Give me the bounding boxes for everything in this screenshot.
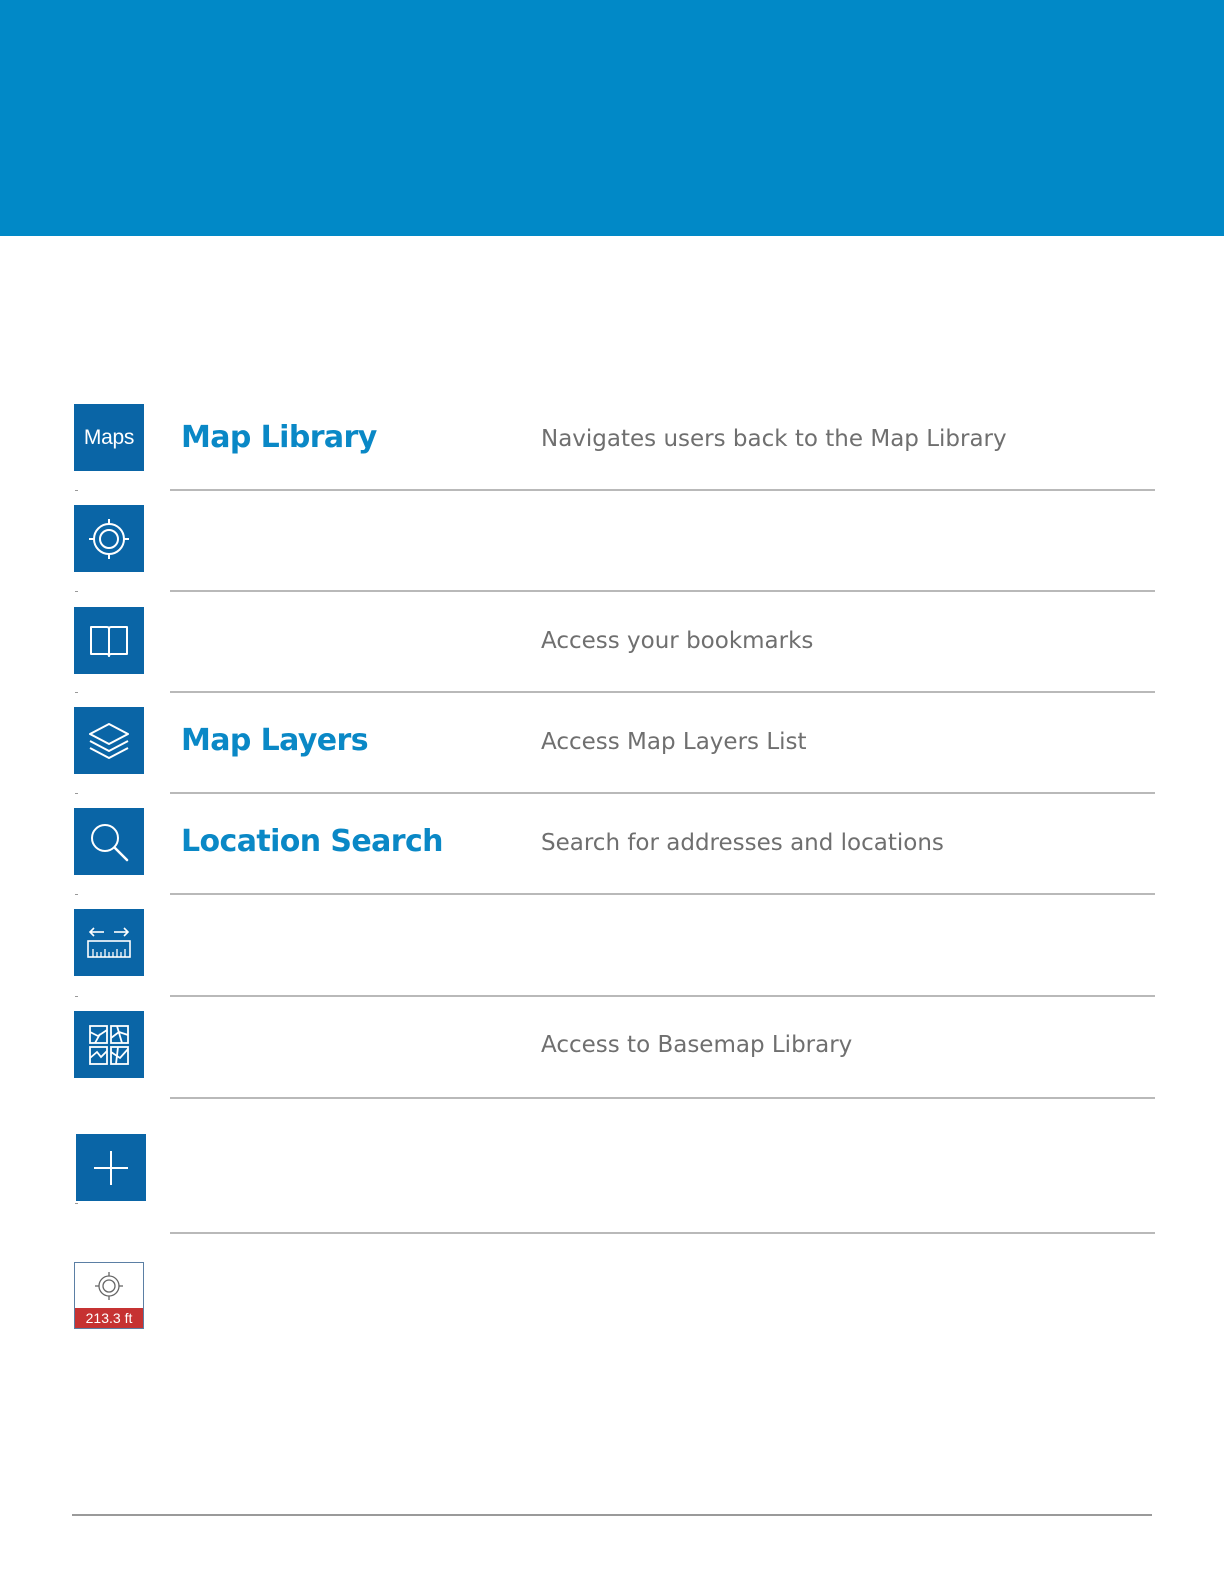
row-divider [170,995,1155,997]
search-icon [86,819,132,865]
tick-mark [75,793,78,794]
header-banner [0,0,1224,236]
gps-accuracy-value: 213.3 ft [75,1308,143,1328]
row-divider [170,590,1155,592]
location-search-button[interactable] [74,808,144,875]
plus-icon [91,1148,131,1188]
row-divider [170,691,1155,693]
basemap-grid-icon [86,1022,132,1068]
bookmarks-button[interactable] [74,607,144,674]
maps-button[interactable] [74,404,144,471]
footer-divider [72,1514,1152,1516]
location-button[interactable] [74,505,144,572]
tick-mark [75,894,78,895]
ruler-icon [85,923,133,963]
tick-mark [75,490,78,491]
tool-description-map-layers: Access Map Layers List [541,729,807,755]
row-divider [170,792,1155,794]
location-target-icon [87,517,131,561]
tool-description-map-library: Navigates users back to the Map Library [541,426,1007,452]
tick-mark [75,591,78,592]
tick-mark [75,692,78,693]
tool-description-bookmarks: Access your bookmarks [541,628,814,654]
tool-label-map-library: Map Library [181,420,377,455]
gps-target-icon [94,1271,124,1301]
map-layers-button[interactable] [74,707,144,774]
measure-button[interactable] [74,909,144,976]
maps-text-icon: Maps [83,425,135,449]
tick-mark [75,996,78,997]
tick-mark [75,1203,78,1204]
add-button[interactable] [76,1134,146,1201]
row-divider [170,1232,1155,1234]
row-divider [170,893,1155,895]
basemap-button[interactable] [74,1011,144,1078]
row-divider [170,489,1155,491]
tool-label-location-search: Location Search [181,824,443,859]
row-divider [170,1097,1155,1099]
gps-accuracy-indicator[interactable] [74,1262,144,1329]
layers-icon [86,720,132,762]
tool-description-location-search: Search for addresses and locations [541,830,944,856]
tool-label-map-layers: Map Layers [181,723,369,758]
book-icon [87,621,131,661]
tool-description-basemap: Access to Basemap Library [541,1032,853,1058]
